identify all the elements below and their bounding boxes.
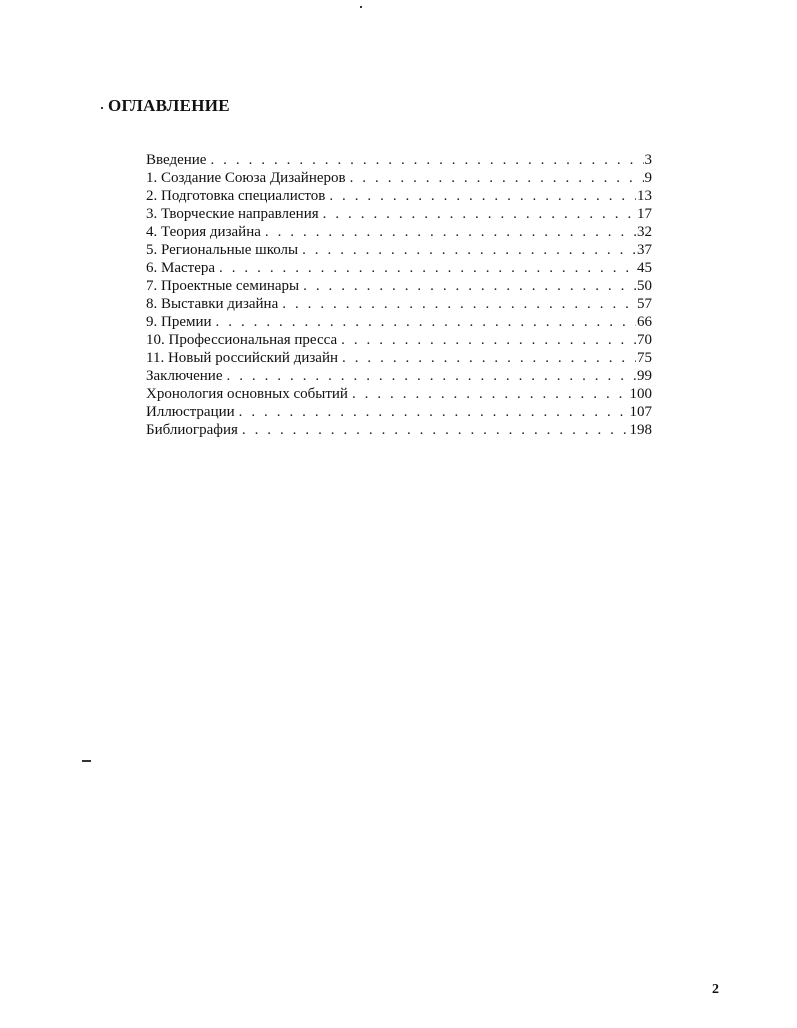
toc-entry	[146, 421, 652, 439]
toc-entry-page: 32	[637, 224, 652, 240]
toc-entry-title: 1. Создание Союза Дизайнеров	[146, 170, 346, 186]
toc-entry-page: 3	[644, 152, 652, 168]
toc-entry	[146, 259, 652, 277]
toc-entry-page: 45	[637, 260, 652, 276]
toc-leader-dots	[303, 277, 636, 295]
toc-leader-dots	[242, 421, 629, 439]
toc-entry-title: Иллюстрации	[146, 404, 235, 420]
toc-leader-dots	[219, 259, 636, 277]
toc-leader-dots	[227, 367, 637, 385]
toc-entry-page: 107	[629, 404, 652, 420]
table-of-contents	[146, 151, 652, 439]
toc-entry-page: 13	[637, 188, 652, 204]
toc-entry	[146, 403, 652, 421]
toc-entry-title: 3. Творческие направления	[146, 206, 319, 222]
page-number: 2	[712, 982, 719, 997]
toc-entry-title: 8. Выставки дизайна	[146, 296, 279, 312]
toc-leader-dots	[350, 169, 644, 187]
toc-entry-page: 70	[637, 332, 652, 348]
toc-leader-dots	[282, 295, 636, 313]
toc-leader-dots	[323, 205, 636, 223]
toc-entry	[146, 385, 652, 403]
toc-entry-title: Заключение	[146, 368, 223, 384]
toc-entry	[146, 331, 652, 349]
toc-entry	[146, 295, 652, 313]
toc-heading: ОГЛАВЛЕНИЕ	[108, 96, 230, 115]
toc-leader-dots	[352, 385, 629, 403]
toc-entry	[146, 205, 652, 223]
toc-entry-page: 50	[637, 278, 652, 294]
toc-leader-dots	[341, 331, 636, 349]
toc-entry-page: 75	[637, 350, 652, 366]
toc-entry-title: 4. Теория дизайна	[146, 224, 261, 240]
toc-entry-page: 100	[629, 386, 652, 402]
toc-entry	[146, 223, 652, 241]
toc-entry-page: 9	[644, 170, 652, 186]
scan-speck	[101, 107, 103, 109]
toc-leader-dots	[342, 349, 636, 367]
toc-entry-title: Библиография	[146, 422, 238, 438]
toc-entry-title: 11. Новый российский дизайн	[146, 350, 339, 366]
toc-entry	[146, 349, 652, 367]
toc-leader-dots	[265, 223, 636, 241]
toc-entry	[146, 187, 652, 205]
toc-entry	[146, 169, 652, 187]
toc-entry	[146, 151, 652, 169]
toc-entry-title: 10. Профессиональная пресса	[146, 332, 338, 348]
toc-entry-title: Хронология основных событий	[146, 386, 348, 402]
toc-leader-dots	[302, 241, 636, 259]
toc-leader-dots	[216, 313, 636, 331]
toc-entry-title: 5. Региональные школы	[146, 242, 299, 258]
toc-entry-title: 6. Мастера	[146, 260, 216, 276]
scan-speck	[360, 6, 362, 8]
toc-entry	[146, 367, 652, 385]
toc-entry-title: 7. Проектные семинары	[146, 278, 300, 294]
toc-leader-dots	[239, 403, 629, 421]
toc-entry-page: 17	[637, 206, 652, 222]
toc-entry-page: 57	[637, 296, 652, 312]
toc-leader-dots	[210, 151, 643, 169]
toc-entry-page: 99	[637, 368, 652, 384]
toc-entry	[146, 277, 652, 295]
toc-entry-title: 9. Премии	[146, 314, 212, 330]
toc-entry	[146, 313, 652, 331]
toc-entry-page: 37	[637, 242, 652, 258]
toc-leader-dots	[329, 187, 636, 205]
toc-entry-title: Введение	[146, 152, 207, 168]
toc-entry-page: 66	[637, 314, 652, 330]
toc-entry	[146, 241, 652, 259]
scan-dash	[82, 760, 91, 762]
toc-entry-page: 198	[629, 422, 652, 438]
toc-entry-title: 2. Подготовка специалистов	[146, 188, 326, 204]
